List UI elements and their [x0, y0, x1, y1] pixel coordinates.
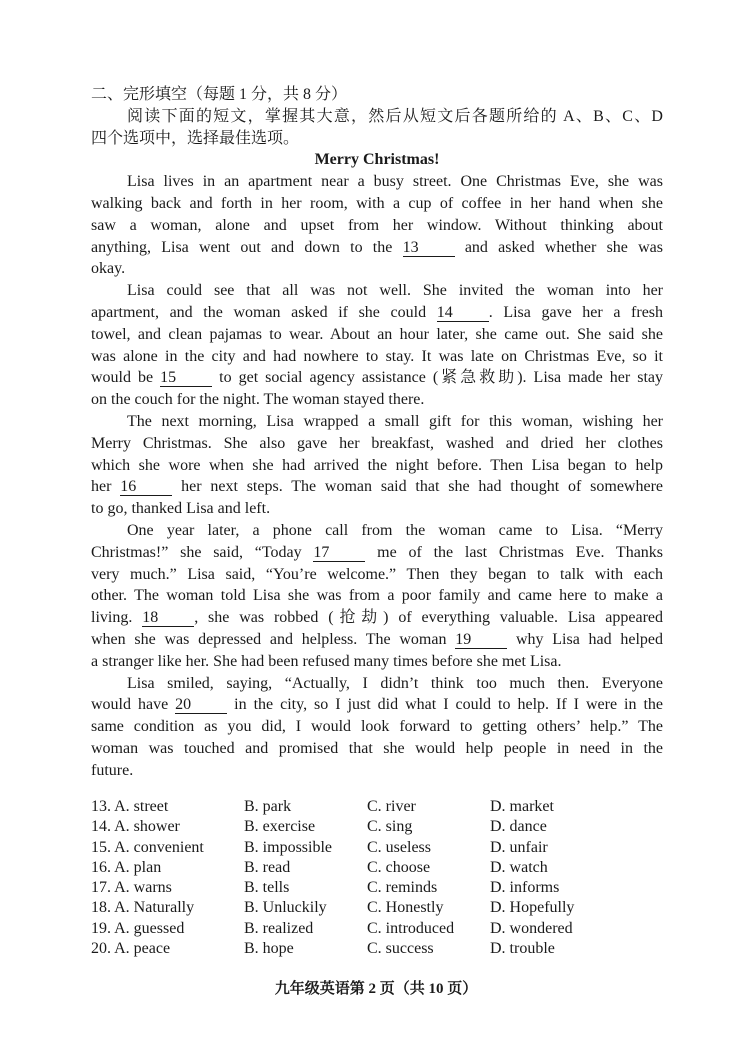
answer-options — [91, 797, 631, 959]
instruction-text: 四个选项中，选择最佳选项。 — [91, 129, 300, 147]
blank-15[interactable]: 15 — [160, 369, 212, 387]
passage-title: Merry Christmas! — [314, 151, 440, 169]
blank-13[interactable]: 13 — [403, 239, 455, 257]
text-line: same condition as you did, I would look forward to getting others’ help.” The — [91, 718, 663, 736]
text-line: other. The woman told Lisa she was from a poor family and came here to make a — [91, 587, 663, 605]
text-line: Lisa smiled, saying, “Actually, I didn’t think too much then. Everyone — [127, 674, 663, 692]
text-line: which she wore when she had arrived the night before. Then Lisa began to help — [91, 456, 663, 474]
paragraph-5 — [91, 673, 663, 782]
text-line: future. — [91, 761, 134, 779]
paragraph-2 — [91, 280, 663, 411]
option-d[interactable]: D. watch — [490, 858, 548, 876]
option-a[interactable]: 15. A. convenient — [91, 838, 204, 856]
option-c[interactable]: C. choose — [367, 858, 431, 876]
option-a[interactable]: 17. A. warns — [91, 879, 172, 897]
option-d[interactable]: D. unfair — [490, 838, 548, 856]
option-c[interactable]: C. reminds — [367, 879, 438, 897]
option-c[interactable]: C. sing — [367, 818, 413, 836]
option-c[interactable]: C. river — [367, 798, 416, 815]
text-line: Lisa lives in an apartment near a busy street. One Christmas Eve, she was — [127, 173, 663, 191]
blank-19[interactable]: 19 — [455, 631, 507, 649]
option-c[interactable]: C. introduced — [367, 919, 455, 937]
text-line: Christmas!” she said, “Today 17 me of the last Christmas Eve. Thanks — [91, 543, 664, 561]
option-row-14 — [91, 817, 631, 837]
text-line: Lisa could see that all was not well. She invited the woman into her — [127, 282, 663, 300]
text-line: her 16 her next steps. The woman said that she had thought of somewhere — [91, 478, 664, 496]
text-line: woman was touched and promised that she would help people in need in the — [91, 739, 663, 757]
blank-17[interactable]: 17 — [313, 544, 365, 562]
option-d[interactable]: D. Hopefully — [490, 899, 575, 917]
text-line: okay. — [91, 260, 126, 278]
instruction-text: 阅读下面的短文，掌握其大意，然后从短文后各题所给的 A、B、C、D — [127, 107, 663, 125]
text-line: very much.” Lisa said, “You’re welcome.” Then they began to talk with each — [91, 565, 663, 583]
option-a[interactable]: 19. A. guessed — [91, 919, 185, 937]
option-a[interactable]: 20. A. peace — [91, 940, 171, 958]
cloze-section — [91, 84, 663, 782]
text-line: on the couch for the night. The woman stayed there. — [91, 391, 425, 409]
text-line: apartment, and the woman asked if she could 14 . Lisa gave her a fresh — [91, 303, 664, 321]
option-b[interactable]: B. park — [244, 798, 292, 815]
text-line: walking back and forth in her room, with a cup of coffee in her hand when she — [91, 194, 663, 212]
option-d[interactable]: D. informs — [490, 879, 560, 897]
option-a[interactable]: 18. A. Naturally — [91, 899, 195, 917]
option-d[interactable]: D. trouble — [490, 940, 555, 958]
option-b[interactable]: B. read — [244, 858, 291, 876]
option-a[interactable]: 13. A. street — [91, 798, 169, 815]
text-line: saw a woman, alone and upset from her window. Without thinking about — [91, 216, 663, 234]
text-line: The next morning, Lisa wrapped a small gift for this woman, wishing her — [127, 412, 663, 430]
text-line: living. 18 , she was robbed (抢劫) of everything valuable. Lisa appeared — [91, 609, 663, 627]
paragraph-3 — [91, 411, 663, 520]
text-line: when she was depressed and helpless. The woman 19 why Lisa had helped — [91, 630, 664, 648]
option-row-15 — [91, 838, 631, 858]
option-b[interactable]: B. tells — [244, 879, 290, 897]
option-c[interactable]: C. Honestly — [367, 899, 444, 917]
section-heading: 二、完形填空（每题 1 分，共 8 分） — [91, 86, 348, 103]
option-row-20 — [91, 939, 631, 959]
option-b[interactable]: B. Unluckily — [244, 899, 327, 917]
option-b[interactable]: B. impossible — [244, 838, 333, 856]
blank-18[interactable]: 18 — [142, 609, 194, 627]
paragraph-1 — [91, 171, 663, 280]
blank-16[interactable]: 16 — [120, 478, 172, 496]
page-footer: 九年级英语第 2 页（共 10 页） — [274, 981, 478, 997]
option-d[interactable]: D. wondered — [490, 919, 573, 937]
option-row-18 — [91, 898, 631, 918]
text-line: Merry Christmas. She also gave her breakfast, washed and dried her clothes — [91, 434, 663, 452]
option-row-13 — [91, 797, 631, 817]
option-d[interactable]: D. market — [490, 798, 554, 815]
option-a[interactable]: 14. A. shower — [91, 818, 180, 836]
option-d[interactable]: D. dance — [490, 818, 547, 836]
option-b[interactable]: B. hope — [244, 940, 294, 958]
text-line: was alone in the city and had nowhere to stay. It was late on Christmas Eve, so it — [91, 347, 663, 365]
option-row-19 — [91, 919, 631, 939]
text-line: a stranger like her. She had been refused many times before she met Lisa. — [91, 652, 562, 670]
text-line: anything, Lisa went out and down to the 13 and asked whether she was — [91, 238, 664, 256]
text-line: One year later, a phone call from the woman came to Lisa. “Merry — [127, 521, 663, 539]
option-row-17 — [91, 878, 631, 898]
option-c[interactable]: C. success — [367, 940, 434, 958]
text-line: would be 15 to get social agency assistance (紧急救助). Lisa made her stay — [91, 369, 663, 387]
blank-14[interactable]: 14 — [437, 304, 489, 322]
blank-20[interactable]: 20 — [175, 696, 227, 714]
option-b[interactable]: B. exercise — [244, 818, 316, 836]
option-row-16 — [91, 858, 631, 878]
text-line: towel, and clean pajamas to wear. About an hour later, she came out. She said she — [91, 325, 663, 343]
text-line: would have 20 in the city, so I just did what I could to help. If I were in the — [91, 696, 663, 714]
text-line: to go, thanked Lisa and left. — [91, 500, 271, 518]
option-a[interactable]: 16. A. plan — [91, 858, 162, 876]
paragraph-4 — [91, 520, 663, 673]
option-b[interactable]: B. realized — [244, 919, 314, 937]
option-c[interactable]: C. useless — [367, 838, 431, 856]
